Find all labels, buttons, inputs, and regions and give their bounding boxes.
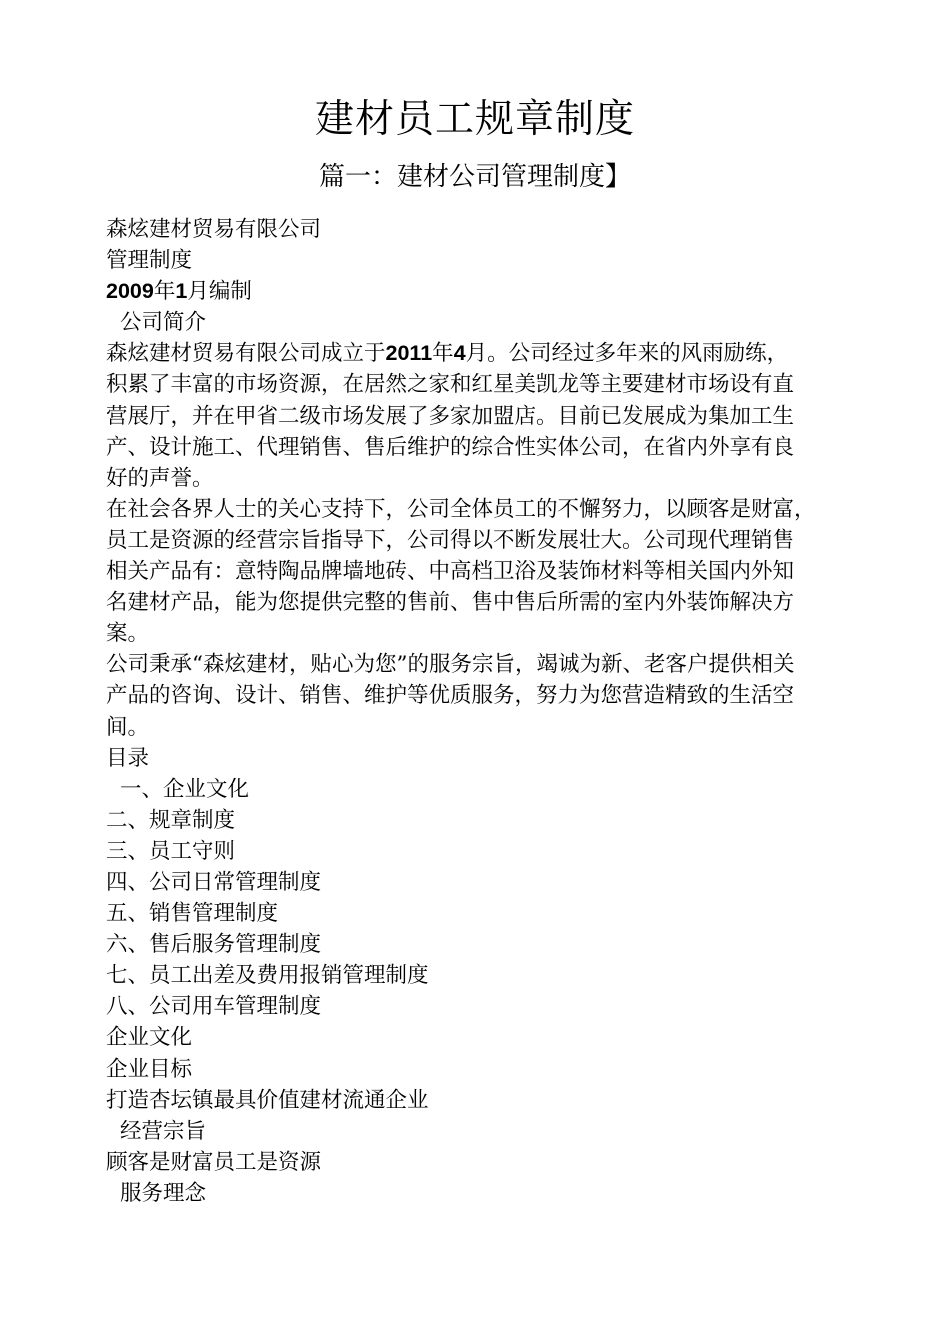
- intro-p2-line: 员工是资源的经营宗旨指导下，公司得以不断发展壮大。公司现代理销售: [106, 527, 795, 553]
- culture-heading: 企业文化: [106, 1025, 193, 1051]
- toc-heading: 目录: [106, 745, 150, 771]
- date-year-suffix: 年: [153, 279, 176, 305]
- toc-item: 一、企业文化: [120, 776, 250, 802]
- intro-paragraph-3: [106, 649, 866, 742]
- intro-p1-line: 积累了丰富的市场资源，在居然之家和红星美凯龙等主要建材市场设有直: [106, 372, 795, 398]
- intro-p1-line: [106, 338, 866, 369]
- toc-item: 三、员工守则: [106, 838, 236, 864]
- intro-p2-line: 名建材产品，能为您提供完整的售前、售中售后所需的室内外装饰解决方: [106, 590, 795, 616]
- purpose-text: 顾客是财富员工是资源: [106, 1149, 322, 1175]
- compile-date: [106, 276, 866, 307]
- toc-item: 七、员工出差及费用报销管理制度: [106, 963, 429, 989]
- toc-item: 八、公司用车管理制度: [106, 994, 322, 1020]
- toc-item: 二、规章制度: [106, 807, 236, 833]
- intro-heading: 公司简介: [120, 310, 207, 336]
- intro-p1-line: 营展厅，并在甲省二级市场发展了多家加盟店。目前已发展成为集加工生: [106, 403, 795, 429]
- goal-text: 打造杏坛镇最具价值建材流通企业: [106, 1087, 429, 1113]
- intro-p2-line: 相关产品有：意特陶品牌墙地砖、中高档卫浴及装饰材料等相关国内外知: [106, 559, 795, 585]
- intro-p3-line: 间。: [106, 714, 150, 740]
- doc-type: 管理制度: [106, 248, 193, 274]
- intro-p2-line: 案。: [106, 621, 150, 647]
- intro-p3-line: 公司秉承“森炫建材，贴心为您”的服务宗旨，竭诚为新、老客户提供相关: [106, 652, 795, 678]
- document-title: 建材员工规章制度: [314, 97, 635, 142]
- intro-p1-text: 年: [432, 341, 454, 367]
- document-subtitle: 篇一：建材公司管理制度】: [318, 162, 631, 192]
- purpose-heading: 经营宗旨: [120, 1118, 207, 1144]
- intro-p1-line: 好的声誉。: [106, 465, 214, 491]
- founding-month: 4: [453, 341, 466, 366]
- intro-paragraph-2: [106, 494, 866, 649]
- toc-item: 六、售后服务管理制度: [106, 932, 322, 958]
- date-month: 1: [175, 279, 188, 304]
- goal-heading: 企业目标: [106, 1056, 193, 1082]
- intro-p1-line: 产、设计施工、代理销售、售后维护的综合性实体公司，在省内外享有良: [106, 434, 795, 460]
- service-heading: 服务理念: [120, 1180, 207, 1206]
- document-body: [106, 214, 866, 1209]
- company-name: 森炫建材贸易有限公司: [106, 217, 322, 242]
- intro-p1-text: 月。公司经过多年来的风雨励练，: [465, 341, 789, 367]
- table-of-contents: [106, 774, 866, 1023]
- intro-p2-line: 在社会各界人士的关心支持下，公司全体员工的不懈努力，以顾客是财富，: [106, 496, 816, 522]
- intro-p1-text: 森炫建材贸易有限公司成立于: [106, 341, 386, 367]
- toc-item: 五、销售管理制度: [106, 901, 279, 927]
- date-year: 2009: [106, 279, 154, 304]
- intro-p3-line: 产品的咨询、设计、销售、维护等优质服务，努力为您营造精致的生活空: [106, 683, 795, 709]
- founding-year: 2011: [385, 341, 433, 366]
- date-month-suffix: 月编制: [187, 279, 252, 305]
- toc-item: 四、公司日常管理制度: [106, 869, 322, 895]
- intro-paragraph-1: [106, 338, 866, 493]
